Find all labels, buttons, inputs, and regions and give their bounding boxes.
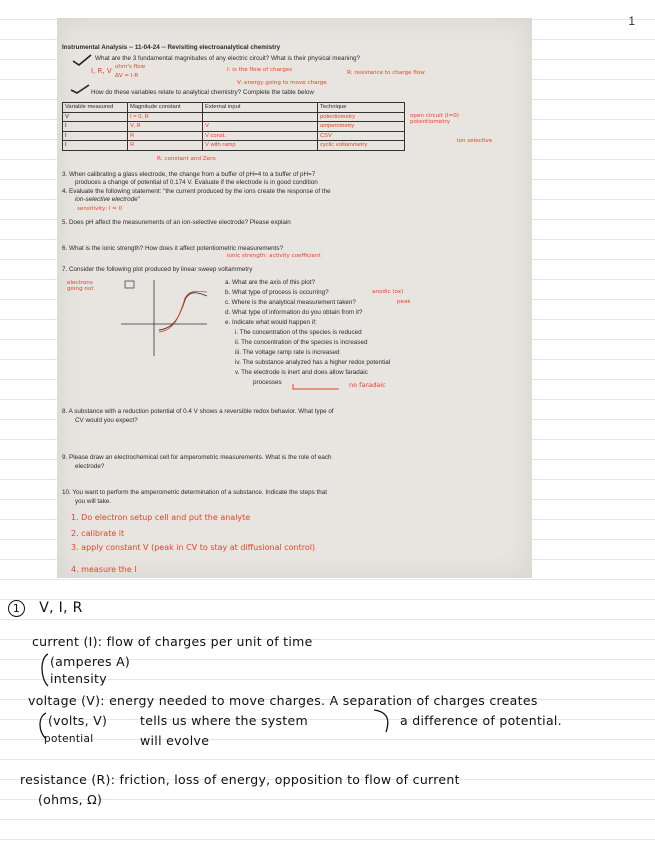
worksheet-title: Instrumental Analysis -- 11-04-24 -- Revisiting electroanalytical chemistry bbox=[62, 44, 281, 51]
table-row bbox=[63, 112, 405, 122]
question-3-line: 3. When calibrating a glass electrode, the change from a buffer of pH=4 to a buffer of pH=7 bbox=[62, 171, 316, 178]
table-row bbox=[63, 122, 405, 132]
table-cell: amperometry bbox=[318, 122, 405, 132]
question-2: How do these variables relate to analytical chemistry? Complete the table below bbox=[91, 89, 314, 96]
notes-title: V, I, R bbox=[39, 600, 83, 616]
table-cell: cyclic voltammetry bbox=[318, 141, 405, 151]
question-4: 4. Evaluate the following statement: "the current produced by the ions create the response of the bbox=[62, 188, 331, 195]
bracket-icon bbox=[36, 652, 50, 688]
question-7-item: c. Where is the analytical measurement taken? bbox=[225, 299, 356, 306]
ink-note: electrons going out bbox=[67, 280, 94, 292]
question-5: 5. Does pH affect the measurements of an ion-selective electrode? Please explain bbox=[62, 219, 291, 226]
ink-note: ohm's flow bbox=[115, 64, 146, 70]
ink-step: 4. measure the I bbox=[71, 565, 137, 574]
question-7-item: ii. The concentration of the species is increased bbox=[235, 339, 368, 346]
table-cell: potentiometry bbox=[318, 112, 405, 122]
question-7-item: d. What type of information do you obtain from it? bbox=[225, 309, 363, 316]
note-voltage-sub: potential bbox=[44, 733, 94, 745]
worksheet-photo bbox=[57, 18, 532, 578]
table-row bbox=[63, 141, 405, 151]
table-header: Magnitude constant bbox=[128, 103, 203, 113]
variables-table bbox=[62, 102, 405, 151]
table-cell: I bbox=[63, 131, 128, 141]
note-current-sub: intensity bbox=[50, 671, 107, 686]
table-header: Variable measured bbox=[63, 103, 128, 113]
note-resistance: resistance (R): friction, loss of energy, opposition to flow of current bbox=[20, 772, 460, 787]
table-header-row bbox=[63, 103, 405, 113]
table-cell: R bbox=[128, 131, 203, 141]
ink-note: ion selective bbox=[457, 138, 493, 144]
ink-note: V: energy going to move charge bbox=[237, 80, 327, 86]
ink-step: 3. apply constant V (peak in CV to stay at diffusional control) bbox=[71, 543, 316, 552]
table-row bbox=[63, 131, 405, 141]
note-voltage-evolve: will evolve bbox=[140, 733, 210, 748]
ink-step: 2. calibrate it bbox=[71, 529, 125, 538]
table-cell: V with ramp bbox=[203, 141, 318, 151]
table-cell: V bbox=[203, 122, 318, 132]
circled-number: 1 bbox=[8, 600, 25, 617]
note-voltage-tells: tells us where the system bbox=[140, 713, 308, 728]
table-cell: V const. bbox=[203, 131, 318, 141]
note-voltage-unit: (volts, V) bbox=[48, 713, 108, 728]
ink-note: ΔV = I·R bbox=[115, 73, 139, 79]
voltammogram-plot bbox=[119, 278, 209, 358]
ink-note: R: constant and Zero bbox=[157, 156, 216, 162]
ink-note: R: resistance to charge flow bbox=[347, 70, 425, 76]
table-header: External input bbox=[203, 103, 318, 113]
table-cell: V bbox=[63, 112, 128, 122]
question-9: 9. Please draw an electrochemical cell for amperometric measurements. What is the role of each bbox=[62, 454, 332, 461]
table-header: Technique bbox=[318, 103, 405, 113]
page-number: 1 bbox=[628, 14, 635, 28]
note-voltage: voltage (V): energy needed to move charges. A separation of charges creates bbox=[28, 693, 538, 708]
notes-heading bbox=[8, 600, 83, 617]
ink-note: no faradaic bbox=[349, 381, 386, 389]
arrow-icon bbox=[370, 706, 400, 736]
checkmark-icon bbox=[71, 53, 93, 67]
table-cell: I bbox=[63, 122, 128, 132]
question-6: 6. What is the ionic strength? How does it affect potentiometric measurements? bbox=[62, 245, 284, 252]
question-7-item: e. Indicate what would happen if: bbox=[225, 319, 317, 326]
table-cell: R bbox=[128, 141, 203, 151]
note-voltage-diff: a difference of potential. bbox=[400, 713, 562, 728]
table-cell: CSV bbox=[318, 131, 405, 141]
ink-note: sensitivity: I = 0 bbox=[77, 206, 123, 212]
ink-note: I, R, V bbox=[91, 67, 112, 75]
question-7-item: iv. The substance analyzed has a higher redox potential bbox=[235, 359, 391, 366]
question-10-line-b: you will take. bbox=[75, 498, 112, 505]
question-9-line-b: electrode? bbox=[75, 463, 105, 470]
arrow-icon bbox=[289, 380, 345, 392]
ink-note: peak bbox=[397, 299, 411, 305]
table-cell: I = 0, R bbox=[128, 112, 203, 122]
question-7: 7. Consider the following plot produced by linear sweep voltammetry bbox=[62, 266, 253, 273]
checkmark-icon bbox=[69, 83, 91, 95]
ink-step: 1. Do electron setup cell and put the analyte bbox=[71, 513, 251, 522]
question-7-item: a. What are the axis of this plot? bbox=[225, 279, 315, 286]
question-3-line-b: produces a change of potential of 0.174 V. Evaluate if the electrode is in good condition bbox=[75, 179, 318, 186]
table-cell bbox=[203, 112, 318, 122]
question-7-item: b. What type of process is occurring? bbox=[225, 289, 329, 296]
ink-note: ionic strength: activity coefficient bbox=[227, 253, 321, 259]
question-7-item: v. The electrode is inert and does allow faradaic bbox=[235, 369, 368, 376]
note-resistance-unit: (ohms, Ω) bbox=[38, 792, 103, 807]
ink-note: open circuit (I=0) potentiometry bbox=[410, 113, 459, 125]
question-10: 10. You want to perform the amperometric determination of a substance. Indicate the steps that bbox=[62, 489, 327, 496]
table-cell: I bbox=[63, 141, 128, 151]
table-cell: V, R bbox=[128, 122, 203, 132]
question-1: What are the 3 fundamental magnitudes of any electric circuit? What is their physical meaning? bbox=[95, 55, 360, 62]
note-current: current (I): flow of charges per unit of time bbox=[32, 634, 313, 649]
note-current-unit: (amperes A) bbox=[50, 654, 131, 669]
question-7-item: processes bbox=[253, 379, 282, 386]
question-8: 8. A substance with a reduction potential of 0.4 V shows a reversible redox behavior. What type of bbox=[62, 408, 334, 415]
ink-note: anodic (ox) bbox=[372, 289, 404, 295]
question-3 bbox=[62, 171, 315, 178]
question-7-item: iii. The voltage ramp rate is increased bbox=[235, 349, 340, 356]
question-7-item: i. The concentration of the species is reduced bbox=[235, 329, 362, 336]
question-8-line-b: CV would you expect? bbox=[75, 417, 138, 424]
ink-note: I: is the flow of charges bbox=[227, 67, 293, 73]
question-4-line-b: ion-selective electrode" bbox=[75, 196, 140, 203]
